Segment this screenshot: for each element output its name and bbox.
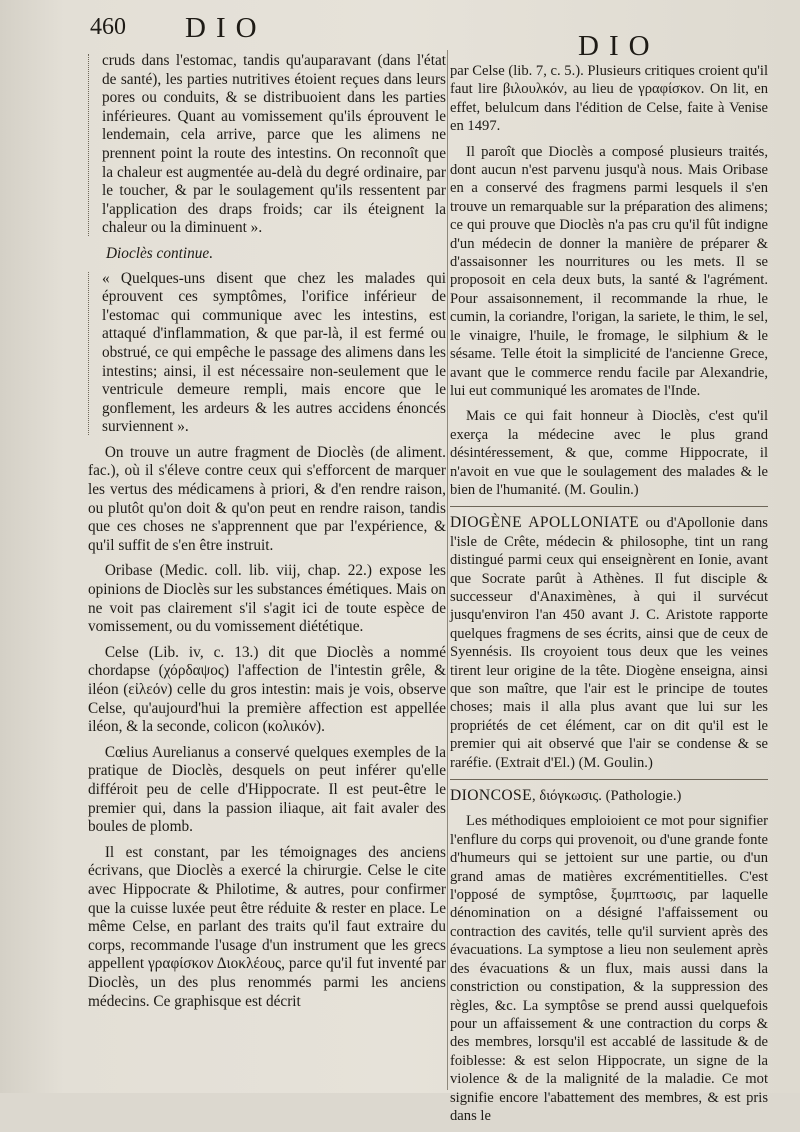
entry-text: ou d'Apollonie dans l'isle de Crête, médecin & philosophe, tint un rang distingué parmi ceux qui enseignèrent en Ionie, avant que Socrate parût à Athènes. Il fut disciple & successeur d'Anaximènes, à qui il survécut jusqu'environ l'an 450 avant J. C. Aristote rapporte quelques fragmens de ses écrits, ainsi que de ceux de Syennésis. Ils croyoient tous deux que les veines tirent leur origine de la tête. Diogène enseigna, ainsi que son maître, que l'air est le principe de toutes choses; mais il alla plus avant que lui sur les propriétés de cet élément, car on dit qu'il est le premier qui ait observé que l'air se condense & se raréfie. (Extrait d'El.) (M. Goulin.)	[450, 515, 768, 771]
right-column	[450, 62, 768, 1132]
entry-separator	[450, 779, 768, 780]
entry-text: , διόγκωσις. (Pathologie.)	[532, 788, 682, 805]
running-head-left: DIO	[185, 12, 267, 44]
entry-headword: DIOGÈNE APOLLONIATE	[450, 514, 640, 532]
entry-headword: DIONCOSE	[450, 787, 533, 805]
section-heading: Dioclès continue.	[106, 244, 214, 262]
paragraph: On trouve un autre fragment de Dioclès (de aliment. fac.), où il s'éleve contre ceux qui s'efforcent de marquer les vertus des médicamens à priori, & d'en rendre raison, ou plutôt qu'on doit & qu'on peut en rendre raison, tandis que ces choses ne s'apprennent que par l'expérience, & qu'il suffit de s'en être instruit.	[88, 443, 446, 554]
quoted-paragraph: cruds dans l'estomac, tandis qu'auparavant (dans l'état de santé), les parties nutritives étoient reçues dans leurs pores ou conduits, & se distribuoient dans les parties inférieures. Quant au vomissement qu'ils éprouvent le lendemain, cela arrive, parce que les alimens ne prennent point la route des intestins. On reconnoît que la chaleur est augmentée au-delà du degré ordinaire, par le toucher, & par le soulagement qu'ils ressentent par l'application des draps froids; car ils éteignent la chaleur ou la diminuent ».	[88, 52, 446, 238]
paragraph: Les méthodiques emploioient ce mot pour signifier l'enflure du corps qui provenoit, ou d'une grande fonte d'humeurs qui se jettoient sur une partie, ou d'un grand amas de matières excrémentitielles. C'est l'opposé de symptôse, ξυμπτωσις, par laquelle dénomination on a désigné l'affaissement ou contraction des cavités, telle qu'il survient après des évacuations. La symptose a lieu non seulement après des évacuations & un flux, mais aussi dans la constriction ou constipation, & la suppression des règles, &c. La symptôse se prend aussi quelquefois pour un affaissement & une contraction du corps & des membres, lorsqu'il est accablé de lassitude & de foiblesse: & est selon Hippocrate, un signe de la violence & de la malignité de la maladie. Ce mot signifie encore l'abattement des membres, & est pris dans le	[450, 813, 768, 1124]
paragraph: par Celse (lib. 7, c. 5.). Plusieurs critiques croient qu'il faut lire βιλουλκόν, au lieu de γραφίσκον. On lit, en effet, belulcum dans l'édition de Celse, faite à Venise en 1497.	[450, 63, 768, 135]
paragraph: Celse (Lib. iv, c. 13.) dit que Dioclès a nommé chordapse (χόρδαψος) l'affection de l'intestin grêle, & iléon (εἰλεόν) celle du gros intestin: mais je vois, observe Celse, qu'aujourd'hui la première affection est appellée iléon, & la seconde, colicon (κολικόν).	[88, 643, 446, 736]
paragraph: Il est constant, par les témoignages des anciens écrivans, que Dioclès a exercé la chirurgie. Celse le cite avec Hippocrate & Philotime, & autres, pour confirmer que la cuisse luxée peut être réduite & rester en place. Le même Celse, en parlant des traits qu'il faut extraire du corps, recommande l'usage d'un instrument que les grecs appellent γραφίσκον Διοκλέους, parce qu'il fut inventé par Dioclès, un des plus renommés parmi les anciens médecins. Ce graphisque est décrit	[88, 843, 446, 1010]
paragraph: Il paroît que Dioclès a composé plusieurs traités, dont aucun n'est parvenu jusqu'à nous. Mais Oribase en a conservé des fragmens parmi lesquels il s'en trouve un remarquable sur la préparation des alimens; ce qui prouve que Dioclès n'a pas cru qu'il fût indigne d'un médecin de donner la manière de préparer & d'assaisonner les nourritures ou les mets. Il se proposoit en cela deux buts, la santé & l'agrément. Pour assaisonnement, il recommande la rhue, le cumin, la coriandre, l'origan, la sariete, le thim, le sel, le vinaigre, l'huile, le fromage, le silphium & le sésame. Telle étoit la simplicité de l'ancienne Grece, avant que le commerce rendu facile par Alexandrie, lui eut communiqué les aromates de l'Inde.	[450, 143, 768, 399]
paragraph: Cœlius Aurelianus a conservé quelques exemples de la pratique de Dioclès, desquels on peut inférer qu'elle différoit peu de celle d'Hippocrate. Il est peut-être le premier qui, dans la passion iliaque, ait fait avaler des boules de plomb.	[88, 743, 446, 836]
running-head-right: DIO	[578, 30, 660, 62]
page-number: 460	[90, 14, 126, 40]
entry-separator	[450, 506, 768, 507]
left-column	[88, 52, 446, 1018]
dictionary-entry	[450, 514, 768, 772]
dictionary-entry	[450, 787, 768, 805]
column-divider	[447, 50, 448, 1090]
quoted-paragraph: « Quelques-uns disent que chez les malades qui éprouvent ces symptômes, l'orifice inférieur de l'estomac qui communique avec les intestins, est attaqué d'inflammation, & que par-là, il est fermé ou obstrué, ce qui empêche le passage des alimens dans les intestins; ainsi, il est nécessaire non-seulement que le ventricule demeure rempli, mais encore que le gonflement, les ardeurs & les autres accidens énoncés surviennent ».	[88, 270, 446, 437]
paragraph: Mais ce qui fait honneur à Dioclès, c'est qu'il exerça la médecine avec le plus grand désintéressement, & que, comme Hippocrate, il n'avoit en vue que le soulagement des malades & le bien de l'humanité. (M. Goulin.)	[450, 408, 768, 498]
paragraph: Oribase (Medic. coll. lib. viij, chap. 22.) expose les opinions de Dioclès sur les substances émétiques. Mais on ne voit pas clairement s'il s'agit ici de toute espèce de vomissement, ou du vomissement diététique.	[88, 562, 446, 636]
